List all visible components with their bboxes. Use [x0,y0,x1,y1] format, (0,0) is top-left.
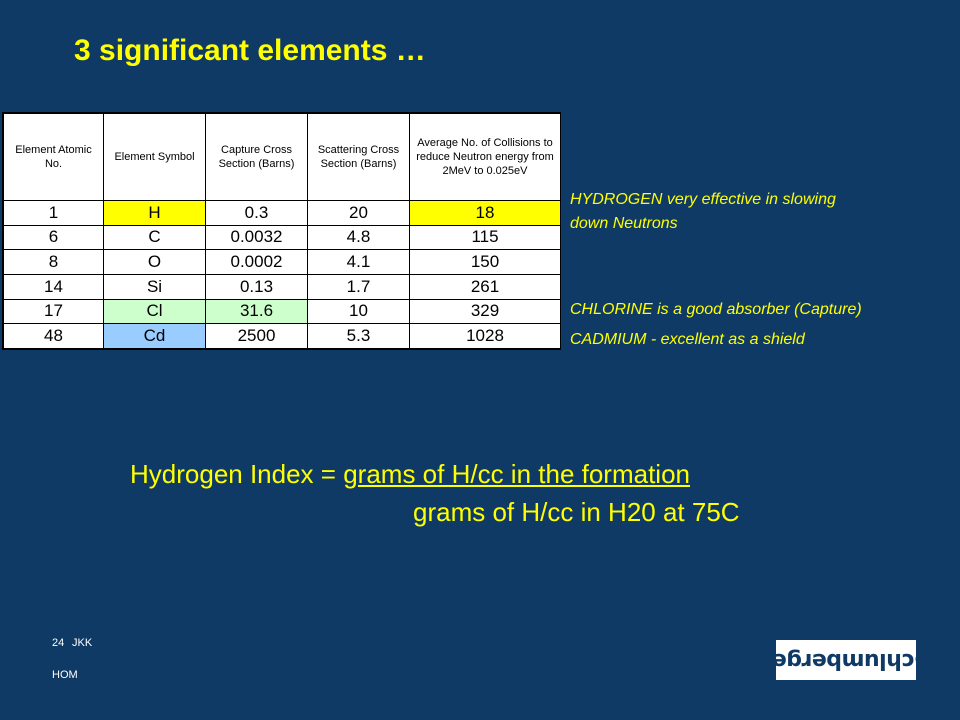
table-header-row [4,114,561,201]
hydrogen-index-formula [130,455,740,531]
neutron-table [3,113,561,349]
header-atomic-no: Element Atomic No. [4,114,104,201]
cell-scattering: 5.3 [308,324,410,349]
table-row [4,225,561,250]
cell-collisions: 18 [410,201,561,226]
table-row [4,274,561,299]
formula-lead: Hydrogen Index = [130,459,344,489]
cell-symbol: C [104,225,206,250]
header-scattering: Scattering Cross Section (Barns) [308,114,410,201]
table-row [4,324,561,349]
note-cadmium: CADMIUM - excellent as a shield [570,331,805,348]
header-collisions: Average No. of Collisions to reduce Neutron energy from 2MeV to 0.025eV [410,114,561,201]
cell-scattering: 4.8 [308,225,410,250]
cell-collisions: 115 [410,225,561,250]
footer-page-number: 24 [52,637,65,649]
cell-collisions: 261 [410,274,561,299]
note-chlorine: CHLORINE is a good absorber (Capture) [570,301,862,318]
cell-atomic-no: 8 [4,250,104,275]
cell-collisions: 1028 [410,324,561,349]
cell-scattering: 4.1 [308,250,410,275]
cell-atomic-no: 14 [4,274,104,299]
cell-scattering: 20 [308,201,410,226]
cell-atomic-no: 48 [4,324,104,349]
schlumberger-logo [762,640,930,680]
note-hydrogen [570,188,836,236]
cell-atomic-no: 17 [4,299,104,324]
slide-title: 3 significant elements … [74,34,426,67]
elements-table [2,112,561,350]
table-row [4,201,561,226]
cell-atomic-no: 1 [4,201,104,226]
header-symbol: Element Symbol [104,114,206,201]
cell-symbol: Cl [104,299,206,324]
table-row [4,250,561,275]
header-capture: Capture Cross Section (Barns) [206,114,308,201]
cell-capture: 0.3 [206,201,308,226]
cell-symbol: Si [104,274,206,299]
cell-capture: 31.6 [206,299,308,324]
table-row [4,299,561,324]
cell-scattering: 1.7 [308,274,410,299]
cell-symbol: O [104,250,206,275]
cell-collisions: 150 [410,250,561,275]
note-hydrogen-line1: HYDROGEN very effective in slowing [570,191,836,208]
cell-collisions: 329 [410,299,561,324]
cell-capture: 0.0002 [206,250,308,275]
cell-capture: 0.0032 [206,225,308,250]
formula-denominator: grams of H/cc in H20 at 75C [413,497,740,527]
cell-scattering: 10 [308,299,410,324]
footer-doc-code: HOM [52,669,78,681]
formula-numerator: grams of H/cc in the formation [343,459,691,489]
logo-text: Schlumberger [762,647,930,673]
cell-atomic-no: 6 [4,225,104,250]
cell-capture: 2500 [206,324,308,349]
cell-capture: 0.13 [206,274,308,299]
note-hydrogen-line2: down Neutrons [570,215,678,232]
cell-symbol: Cd [104,324,206,349]
cell-symbol: H [104,201,206,226]
footer-author: JKK [72,637,93,649]
